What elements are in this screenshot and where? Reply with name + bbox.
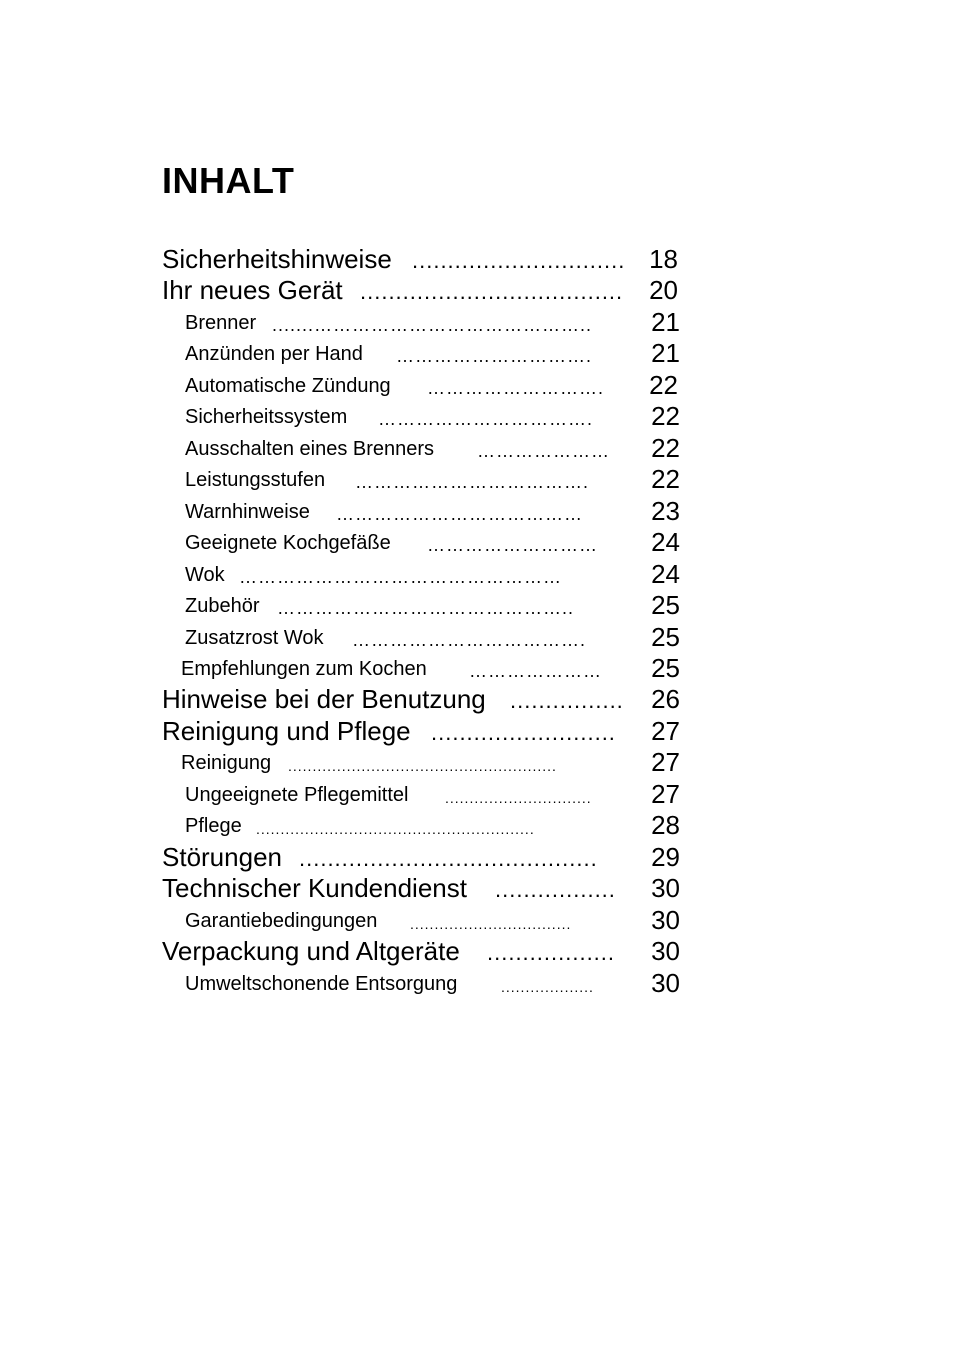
toc-entry[interactable] (0, 431, 954, 463)
toc-entry[interactable] (0, 525, 954, 557)
toc-entry[interactable] (0, 620, 954, 652)
toc-leader-dots: ................. (495, 877, 616, 902)
toc-page-number: 25 (651, 590, 680, 620)
toc-entry[interactable] (0, 934, 954, 966)
toc-entry-label: Störungen (162, 842, 282, 872)
toc-page-number: 28 (651, 810, 680, 840)
toc-entry[interactable] (0, 808, 954, 840)
toc-leader-dots: .............................. (412, 248, 626, 273)
toc-entry[interactable] (0, 557, 954, 589)
toc-entry[interactable] (0, 242, 954, 274)
toc-leader-dots: ………………………………. (352, 630, 587, 650)
toc-entry-label: Pflege (185, 815, 242, 837)
toc-entry[interactable] (0, 336, 954, 368)
toc-entry[interactable] (0, 462, 954, 494)
toc-page-number: 30 (651, 936, 680, 966)
toc-entry-label: Hinweise bei der Benutzung (162, 684, 486, 714)
toc-entry[interactable] (0, 399, 954, 431)
toc-leader-dots: ………………… (469, 661, 602, 681)
toc-entry-label: Wok (185, 564, 225, 586)
toc-page-number: 22 (651, 464, 680, 494)
toc-leader-dots: .......................... (431, 720, 616, 745)
toc-entry-label: Ausschalten eines Brenners (185, 438, 435, 460)
toc-entry-label: Ihr neues Gerät (162, 275, 343, 305)
toc-entry-label: Anzünden per Hand (185, 343, 363, 365)
toc-entry-label: Verpackung und Altgeräte (162, 936, 460, 966)
toc-leader-dots: ................ (510, 688, 624, 713)
toc-entry-label: Automatische Zündung (185, 375, 391, 397)
toc-entry[interactable] (0, 682, 954, 714)
toc-page-number: 24 (651, 559, 680, 589)
toc-leader-dots: ………………………. (427, 378, 605, 398)
toc-page-number: 24 (651, 527, 680, 557)
toc-entry[interactable] (0, 651, 954, 683)
toc-leader-dots: ..................................... (360, 279, 624, 304)
toc-entry-label: Geeignete Kochgefäße (185, 532, 391, 554)
toc-entry[interactable] (0, 588, 954, 620)
toc-page-number: 23 (651, 496, 680, 526)
toc-page-number: 25 (651, 622, 680, 652)
toc-entry-label: Technischer Kundendienst (162, 873, 467, 903)
toc-entry[interactable] (0, 777, 954, 809)
toc-leader-dots: ......................................................... (256, 821, 535, 837)
toc-leader-dots: ………………………………… (336, 504, 583, 524)
toc-page-number: 22 (651, 433, 680, 463)
toc-page-number: 27 (651, 747, 680, 777)
toc-entry-label: Brenner (185, 312, 257, 334)
toc-leader-dots: ……………………………. (378, 409, 594, 429)
toc-entry-label: Zubehör (185, 595, 260, 617)
toc-page-number: 18 (649, 244, 678, 274)
toc-page-number: 27 (651, 779, 680, 809)
toc-page-number: 27 (651, 716, 680, 746)
toc-entry-label: Warnhinweise (185, 501, 310, 523)
toc-page-number: 30 (651, 968, 680, 998)
toc-entry-label: Reinigung (181, 752, 272, 774)
toc-entry-label: Ungeeignete Pflegemittel (185, 784, 409, 806)
toc-entry-label: Sicherheitssystem (185, 406, 348, 428)
toc-entry[interactable] (0, 903, 954, 935)
toc-page-number: 30 (651, 873, 680, 903)
toc-leader-dots: …………………………. (396, 346, 593, 366)
toc-page-number: 29 (651, 842, 680, 872)
toc-entry-label: Umweltschonende Entsorgung (185, 973, 458, 995)
toc-entry[interactable] (0, 871, 954, 903)
toc-page-number: 22 (649, 370, 678, 400)
toc-leader-dots: ………………… (477, 441, 610, 461)
toc-page-number: 30 (651, 905, 680, 935)
page-title: INHALT (162, 160, 295, 201)
toc-leader-dots: .......…………………………………….. (272, 315, 593, 335)
toc-leader-dots: ....................................................... (288, 758, 557, 774)
toc-entry-label: Garantiebedingungen (185, 910, 378, 932)
toc-leader-dots: …………………………………………… (239, 567, 562, 587)
toc-page-number: 21 (651, 307, 680, 337)
toc-entry-label: Zusatzrost Wok (185, 627, 324, 649)
toc-leader-dots: ……………………… (427, 535, 598, 555)
toc-entry[interactable] (0, 714, 954, 746)
toc-leader-dots: ………………………………. (355, 472, 590, 492)
toc-leader-dots: ................................. (410, 916, 572, 932)
toc-entry[interactable] (0, 966, 954, 998)
toc-entry[interactable] (0, 745, 954, 777)
toc-page-number: 22 (651, 401, 680, 431)
toc-entry-label: Leistungsstufen (185, 469, 326, 491)
toc-entry[interactable] (0, 840, 954, 872)
toc-leader-dots: ……………………………………….. (277, 598, 575, 618)
toc-entry[interactable] (0, 368, 954, 400)
toc-page-number: 25 (651, 653, 680, 683)
toc-entry-label: Sicherheitshinweise (162, 244, 392, 274)
toc-page-number: 21 (651, 338, 680, 368)
toc-entry[interactable] (0, 305, 954, 337)
toc-entry-label: Reinigung und Pflege (162, 716, 411, 746)
toc-entry[interactable] (0, 494, 954, 526)
toc-entry[interactable] (0, 273, 954, 305)
toc-leader-dots: .................. (487, 940, 616, 965)
toc-page-number: 20 (649, 275, 678, 305)
toc-entry-label: Empfehlungen zum Kochen (181, 658, 427, 680)
toc-page-number: 26 (651, 684, 680, 714)
toc-leader-dots: .............................. (445, 790, 592, 806)
toc-leader-dots: .......................................... (299, 846, 598, 871)
toc-leader-dots: ................... (501, 979, 594, 995)
